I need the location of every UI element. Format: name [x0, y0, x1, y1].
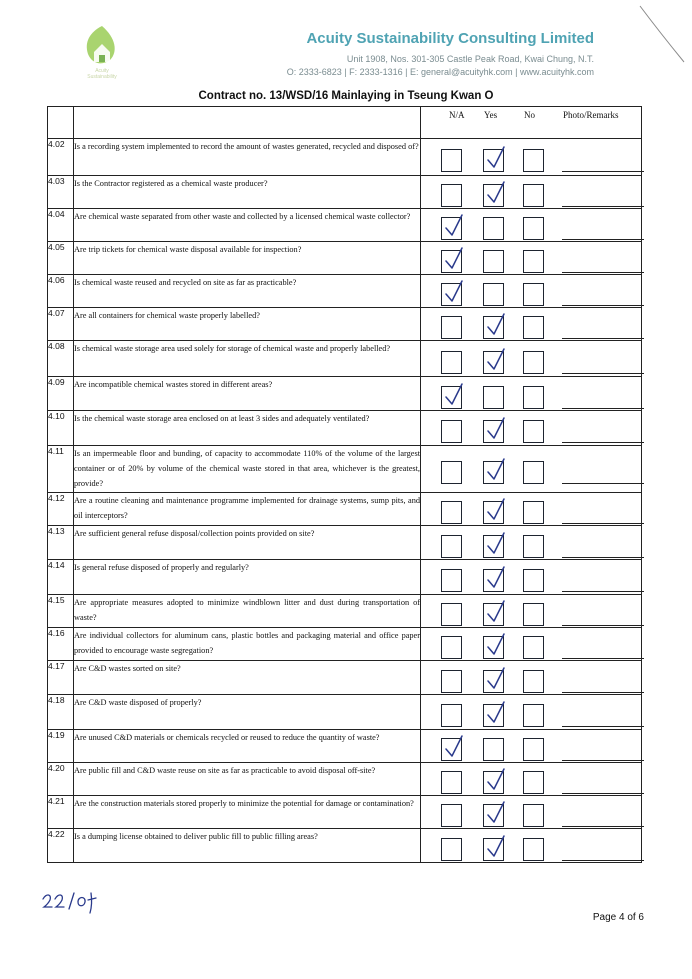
item-number: 4.05 — [48, 242, 74, 275]
item-number: 4.15 — [48, 595, 74, 628]
remarks-line[interactable] — [562, 760, 644, 761]
checkbox-no[interactable] — [523, 636, 544, 659]
item-question: Are a routine cleaning and maintenance programme implemented for drainage systems, sump pits, and oil interceptors? — [74, 493, 421, 526]
item-answer-cell — [421, 661, 642, 695]
header-cell-question — [74, 107, 421, 139]
checkbox-no[interactable] — [523, 804, 544, 827]
checkbox-no[interactable] — [523, 420, 544, 443]
item-answer-cell — [421, 493, 642, 526]
remarks-line[interactable] — [562, 625, 644, 626]
item-answer-cell — [421, 595, 642, 628]
checkbox-yes[interactable] — [483, 283, 504, 306]
item-number: 4.03 — [48, 176, 74, 209]
item-answer-cell — [421, 341, 642, 377]
table-row — [48, 139, 642, 176]
company-address: Unit 1908, Nos. 301-305 Castle Peak Road, Kwai Chung, N.T. — [346, 54, 594, 64]
table-row — [48, 526, 642, 560]
item-answer-cell — [421, 628, 642, 661]
checkbox-na[interactable] — [441, 250, 462, 273]
checkbox-yes[interactable] — [483, 461, 504, 484]
item-question: Are the construction materials stored properly to minimize the potential for damage or contamination? — [74, 796, 421, 829]
checkmark-icon — [485, 767, 507, 793]
table-row — [48, 595, 642, 628]
checkbox-na[interactable] — [441, 838, 462, 861]
table-header-row — [48, 107, 642, 139]
checkbox-na[interactable] — [441, 501, 462, 524]
item-number: 4.17 — [48, 661, 74, 695]
checkbox-na[interactable] — [441, 217, 462, 240]
remarks-line[interactable] — [562, 483, 644, 484]
remarks-line[interactable] — [562, 726, 644, 727]
item-question: Is a recording system implemented to record the amount of wastes generated, recycled and disposed of? — [74, 139, 421, 176]
checkbox-yes[interactable] — [483, 420, 504, 443]
table-row — [48, 829, 642, 863]
checkbox-no[interactable] — [523, 738, 544, 761]
checkbox-no[interactable] — [523, 771, 544, 794]
checkmark-icon — [485, 666, 507, 692]
remarks-line[interactable] — [562, 373, 644, 374]
item-question: Are C&D waste disposed of properly? — [74, 695, 421, 730]
item-answer-cell — [421, 763, 642, 796]
checkbox-yes[interactable] — [483, 250, 504, 273]
svg-text:Sustainability: Sustainability — [87, 74, 117, 80]
checkbox-yes[interactable] — [483, 804, 504, 827]
document-title: Contract no. 13/WSD/16 Mainlaying in Tseung Kwan O — [198, 90, 494, 102]
checkbox-na[interactable] — [441, 636, 462, 659]
table-row — [48, 275, 642, 308]
header-cell-number — [48, 107, 74, 139]
item-number: 4.07 — [48, 308, 74, 341]
item-question: Are C&D wastes sorted on site? — [74, 661, 421, 695]
checkbox-na[interactable] — [441, 704, 462, 727]
table-row — [48, 493, 642, 526]
table-row — [48, 730, 642, 763]
item-number: 4.19 — [48, 730, 74, 763]
corner-pen-mark — [632, 0, 692, 90]
checkbox-yes[interactable] — [483, 351, 504, 374]
item-answer-cell — [421, 139, 642, 176]
item-question: Are public fill and C&D waste reuse on site as far as practicable to avoid disposal off-site? — [74, 763, 421, 796]
checkmark-icon — [485, 312, 507, 338]
item-number: 4.08 — [48, 341, 74, 377]
checkbox-no[interactable] — [523, 603, 544, 626]
company-contact: O: 2333-6823 | F: 2333-1316 | E: general@acuityhk.com | www.acuityhk.com — [286, 67, 594, 77]
item-answer-cell — [421, 796, 642, 829]
item-number: 4.02 — [48, 139, 74, 176]
handwritten-date-text: 22/07 — [40, 890, 43, 891]
remarks-line[interactable] — [562, 658, 644, 659]
checkmark-icon — [485, 632, 507, 658]
page-number: Page 4 of 6 — [592, 912, 644, 923]
item-question: Is a dumping license obtained to deliver public fill to public filling areas? — [74, 829, 421, 863]
item-answer-cell — [421, 560, 642, 595]
checkbox-yes[interactable] — [483, 184, 504, 207]
item-question: Are appropriate measures adopted to minimize windblown litter and dust during transportation of waste? — [74, 595, 421, 628]
checkbox-yes[interactable] — [483, 738, 504, 761]
item-question: Are individual collectors for aluminum cans, plastic bottles and packaging material and office paper provided to encourage waste segregation? — [74, 628, 421, 661]
table-row — [48, 377, 642, 411]
item-number: 4.11 — [48, 446, 74, 493]
checkbox-na[interactable] — [441, 670, 462, 693]
item-answer-cell — [421, 176, 642, 209]
item-number: 4.04 — [48, 209, 74, 242]
checkmark-icon — [443, 246, 465, 272]
column-header-yes: Yes — [484, 110, 498, 120]
remarks-line[interactable] — [562, 272, 644, 273]
checkbox-yes[interactable] — [483, 149, 504, 172]
item-question: Are incompatible chemical wastes stored in different areas? — [74, 377, 421, 411]
column-header-no: No — [524, 110, 535, 120]
item-question: Is chemical waste reused and recycled on site as far as practicable? — [74, 275, 421, 308]
item-question: Is chemical waste storage area used solely for storage of chemical waste and properly labelled? — [74, 341, 421, 377]
checkbox-na[interactable] — [441, 283, 462, 306]
checkbox-na[interactable] — [441, 316, 462, 339]
checkbox-yes[interactable] — [483, 386, 504, 409]
checkbox-no[interactable] — [523, 316, 544, 339]
checkbox-no[interactable] — [523, 670, 544, 693]
remarks-line[interactable] — [562, 793, 644, 794]
table-row — [48, 560, 642, 595]
item-answer-cell — [421, 526, 642, 560]
remarks-line[interactable] — [562, 442, 644, 443]
svg-text:Acuity: Acuity — [95, 68, 109, 74]
checkbox-yes[interactable] — [483, 501, 504, 524]
remarks-line[interactable] — [562, 206, 644, 207]
checkmark-icon — [485, 834, 507, 860]
item-number: 4.10 — [48, 411, 74, 446]
checkbox-no[interactable] — [523, 250, 544, 273]
item-number: 4.09 — [48, 377, 74, 411]
item-question: Are chemical waste separated from other waste and collected by a licensed chemical waste collector? — [74, 209, 421, 242]
checkbox-na[interactable] — [441, 804, 462, 827]
checkbox-no[interactable] — [523, 461, 544, 484]
company-name: Acuity Sustainability Consulting Limited — [306, 30, 594, 47]
item-question: Is general refuse disposed of properly and regularly? — [74, 560, 421, 595]
checkbox-yes[interactable] — [483, 838, 504, 861]
checkmark-icon — [485, 531, 507, 557]
item-answer-cell — [421, 829, 642, 863]
remarks-line[interactable] — [562, 523, 644, 524]
item-answer-cell — [421, 209, 642, 242]
checkbox-na[interactable] — [441, 569, 462, 592]
checkmark-icon — [485, 565, 507, 591]
checkbox-no[interactable] — [523, 704, 544, 727]
item-answer-cell — [421, 275, 642, 308]
item-question: Are trip tickets for chemical waste disposal available for inspection? — [74, 242, 421, 275]
item-answer-cell — [421, 730, 642, 763]
item-answer-cell — [421, 411, 642, 446]
handwritten-date — [40, 890, 98, 916]
checkbox-na[interactable] — [441, 386, 462, 409]
checkbox-na[interactable] — [441, 738, 462, 761]
header-cell-answers — [421, 107, 642, 139]
checkbox-yes[interactable] — [483, 569, 504, 592]
checkbox-na[interactable] — [441, 535, 462, 558]
checkmark-icon — [485, 416, 507, 442]
item-number: 4.12 — [48, 493, 74, 526]
item-question: Are sufficient general refuse disposal/collection points provided on site? — [74, 526, 421, 560]
remarks-line[interactable] — [562, 826, 644, 827]
item-answer-cell — [421, 695, 642, 730]
item-answer-cell — [421, 377, 642, 411]
column-header-remarks: Photo/Remarks — [563, 110, 619, 120]
checkbox-no[interactable] — [523, 351, 544, 374]
checklist-table — [47, 106, 642, 863]
remarks-line[interactable] — [562, 171, 644, 172]
remarks-line[interactable] — [562, 692, 644, 693]
remarks-line[interactable] — [562, 860, 644, 861]
item-number: 4.18 — [48, 695, 74, 730]
checkbox-yes[interactable] — [483, 217, 504, 240]
column-header-na: N/A — [449, 110, 465, 120]
item-number: 4.16 — [48, 628, 74, 661]
checkbox-na[interactable] — [441, 420, 462, 443]
checkmark-icon — [485, 497, 507, 523]
checkbox-no[interactable] — [523, 838, 544, 861]
item-number: 4.14 — [48, 560, 74, 595]
checkbox-no[interactable] — [523, 386, 544, 409]
checkbox-yes[interactable] — [483, 670, 504, 693]
checkbox-no[interactable] — [523, 149, 544, 172]
checkbox-yes[interactable] — [483, 704, 504, 727]
checkbox-yes[interactable] — [483, 771, 504, 794]
item-question: Are all containers for chemical waste properly labelled? — [74, 308, 421, 341]
table-row — [48, 446, 642, 493]
remarks-line[interactable] — [562, 591, 644, 592]
table-row — [48, 411, 642, 446]
item-answer-cell — [421, 308, 642, 341]
item-number: 4.22 — [48, 829, 74, 863]
table-row — [48, 628, 642, 661]
checkbox-na[interactable] — [441, 603, 462, 626]
item-answer-cell — [421, 446, 642, 493]
checkmark-icon — [485, 180, 507, 206]
checkbox-na[interactable] — [441, 184, 462, 207]
item-question: Is the chemical waste storage area enclosed on at least 3 sides and adequately ventilated? — [74, 411, 421, 446]
checkmark-icon — [485, 457, 507, 483]
checkmark-icon — [443, 734, 465, 760]
checkmark-icon — [485, 145, 507, 171]
checkbox-yes[interactable] — [483, 535, 504, 558]
checkbox-no[interactable] — [523, 184, 544, 207]
checkbox-no[interactable] — [523, 283, 544, 306]
checkbox-no[interactable] — [523, 501, 544, 524]
checkbox-na[interactable] — [441, 351, 462, 374]
checkbox-no[interactable] — [523, 535, 544, 558]
table-row — [48, 341, 642, 377]
table-row — [48, 695, 642, 730]
item-question: Is an impermeable floor and bunding, of capacity to accommodate 110% of the volume of the largest container or of 20% by volume of the chemical waste stored in that area, whichever is the greatest, provide? — [74, 446, 421, 493]
company-logo — [72, 22, 132, 80]
table-row — [48, 209, 642, 242]
checkbox-no[interactable] — [523, 217, 544, 240]
checkmark-icon — [443, 382, 465, 408]
remarks-line[interactable] — [562, 338, 644, 339]
remarks-line[interactable] — [562, 305, 644, 306]
item-number: 4.20 — [48, 763, 74, 796]
checkbox-na[interactable] — [441, 771, 462, 794]
table-row — [48, 661, 642, 695]
checkmark-icon — [485, 800, 507, 826]
checkbox-yes[interactable] — [483, 603, 504, 626]
checkbox-no[interactable] — [523, 569, 544, 592]
checklist-rows — [48, 139, 642, 863]
table-row — [48, 308, 642, 341]
remarks-line[interactable] — [562, 239, 644, 240]
item-number: 4.21 — [48, 796, 74, 829]
table-row — [48, 176, 642, 209]
checkbox-na[interactable] — [441, 461, 462, 484]
item-answer-cell — [421, 242, 642, 275]
table-row — [48, 242, 642, 275]
remarks-line[interactable] — [562, 557, 644, 558]
checkbox-yes[interactable] — [483, 316, 504, 339]
checkmark-icon — [485, 599, 507, 625]
table-row — [48, 796, 642, 829]
remarks-line[interactable] — [562, 408, 644, 409]
item-question: Are unused C&D materials or chemicals recycled or reused to reduce the quantity of waste? — [74, 730, 421, 763]
table-row — [48, 763, 642, 796]
checkmark-icon — [443, 279, 465, 305]
checkmark-icon — [485, 700, 507, 726]
checkbox-na[interactable] — [441, 149, 462, 172]
item-question: Is the Contractor registered as a chemical waste producer? — [74, 176, 421, 209]
checkmark-icon — [485, 347, 507, 373]
item-number: 4.06 — [48, 275, 74, 308]
checkbox-yes[interactable] — [483, 636, 504, 659]
checkmark-icon — [443, 213, 465, 239]
item-number: 4.13 — [48, 526, 74, 560]
